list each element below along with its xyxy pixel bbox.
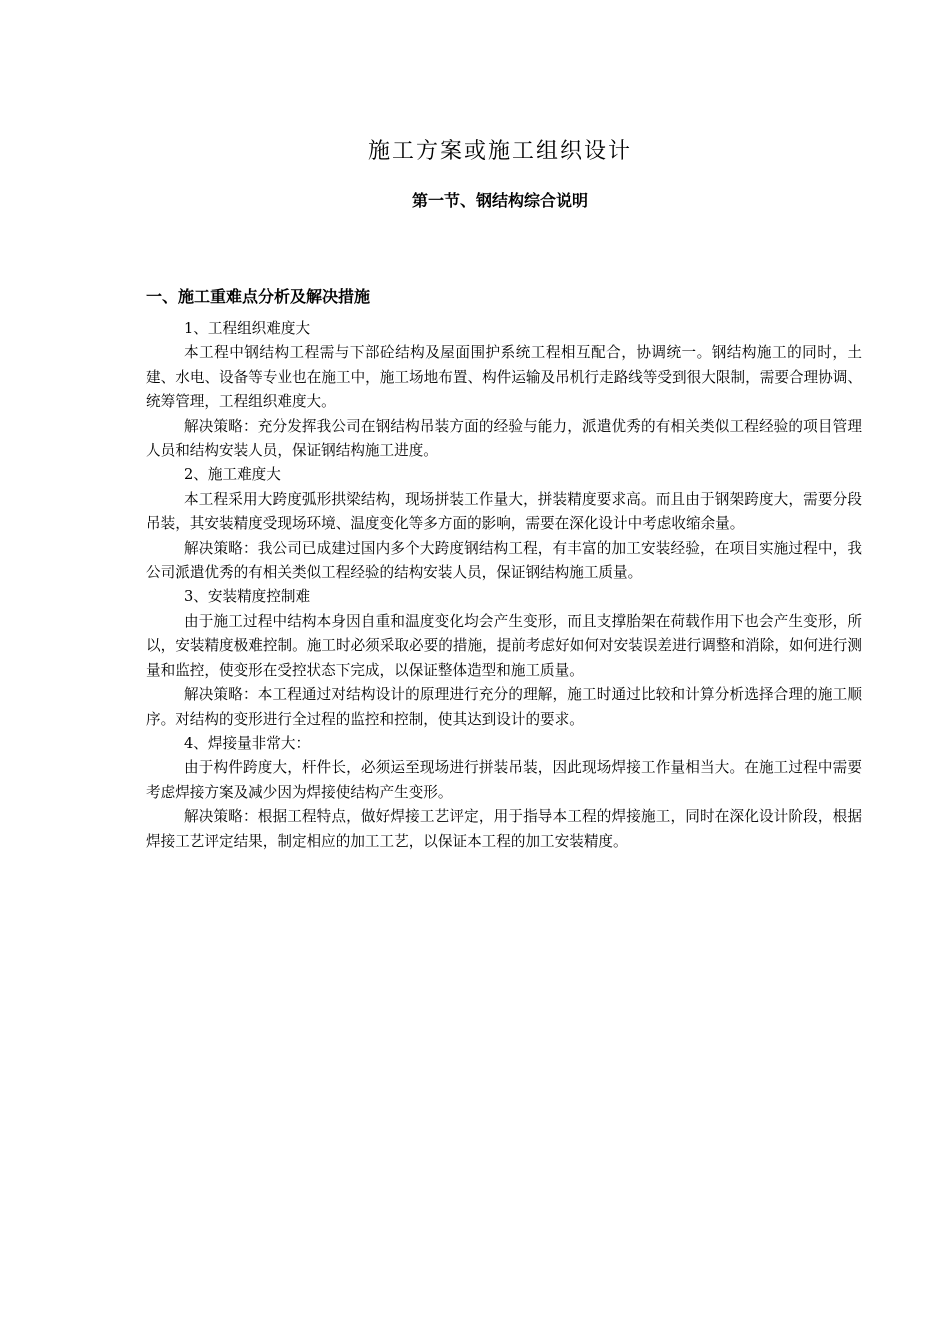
paragraph: 解决策略：根据工程特点，做好焊接工艺评定，用于指导本工程的焊接施工，同时在深化设计阶段，根据焊接工艺评定结果，制定相应的加工工艺，以保证本工程的加工安装精度。	[146, 808, 862, 850]
document-body	[146, 285, 862, 854]
paragraph: 解决策略：充分发挥我公司在钢结构吊装方面的经验与能力，派遣优秀的有相关类似工程经验的项目管理人员和结构安装人员，保证钢结构施工进度。	[146, 417, 862, 460]
item-2	[146, 463, 862, 585]
part-heading: 一、施工重难点分析及解决措施	[146, 287, 371, 306]
item-4	[146, 732, 862, 854]
item-title: 1、工程组织难度大	[184, 320, 311, 337]
paragraph: 由于构件跨度大，杆件长，必须运至现场进行拼装吊装，因此现场焊接工作量相当大。在施工过程中需要考虑焊接方案及减少因为焊接使结构产生变形。	[146, 759, 862, 801]
paragraph: 解决策略：本工程通过对结构设计的原理进行充分的理解，施工时通过比较和计算分析选择合理的施工顺序。对结构的变形进行全过程的监控和控制，使其达到设计的要求。	[146, 686, 862, 728]
section-title: 第一节、钢结构综合说明	[411, 191, 588, 210]
item-1	[146, 317, 862, 463]
item-title: 4、焊接量非常大：	[184, 734, 311, 752]
paragraph: 本工程采用大跨度弧形拱梁结构，现场拼装工作量大，拼装精度要求高。而且由于钢架跨度大，需要分段吊装，其安装精度受现场环境、温度变化等多方面的影响，需要在深化设计中考虑收缩余量。	[146, 490, 862, 533]
item-title: 3、安装精度控制难	[184, 588, 311, 606]
document-title: 施工方案或施工组织设计	[367, 139, 632, 164]
paragraph: 解决策略：我公司已成建过国内多个大跨度钢结构工程，有丰富的加工安装经验，在项目实施过程中，我公司派遣优秀的有相关类似工程经验的结构安装人员，保证钢结构施工质量。	[146, 539, 862, 582]
item-3	[146, 585, 862, 731]
item-title: 2、施工难度大	[184, 466, 281, 484]
paragraph: 本工程中钢结构工程需与下部砼结构及屋面围护系统工程相互配合，协调统一。钢结构施工的同时，土建、水电、设备等专业也在施工中，施工场地布置、构件运输及吊机行走路线等受到很大限制，需要合理协调、统筹管理，工程组织难度大。	[146, 344, 862, 411]
paragraph: 由于施工过程中结构本身因自重和温度变化均会产生变形，而且支撑胎架在荷载作用下也会产生变形，所以，安装精度极难控制。施工时必须采取必要的措施，提前考虑好如何对安装误差进行调整和消除，如何进行测量和监控，使变形在受控状态下完成，以保证整体造型和施工质量。	[146, 612, 862, 679]
